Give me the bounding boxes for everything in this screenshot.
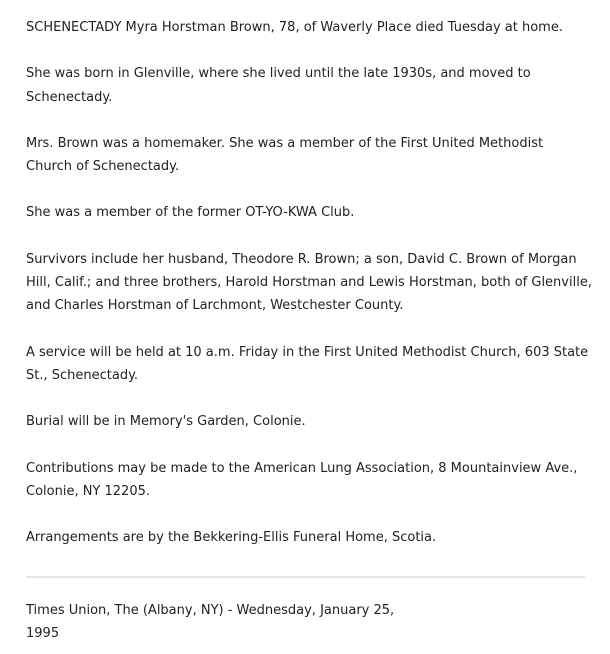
- article-paragraph: Burial will be in Memory's Garden, Colonie.: [26, 414, 306, 430]
- source-line-2: 1995: [26, 626, 60, 642]
- article-paragraph: She was born in Glenville, where she lived until the late 1930s, and moved to Schenectady.: [26, 66, 531, 105]
- article-paragraph: Contributions may be made to the American Lung Association, 8 Mountainview Ave., Colonie, NY 12205.: [26, 460, 578, 499]
- source-line-1: Times Union, The (Albany, NY) - Wednesday, January 25,: [26, 603, 395, 618]
- obituary-article: [26, 16, 592, 572]
- article-paragraph: Arrangements are by the Bekkering-Ellis Funeral Home, Scotia.: [26, 530, 437, 546]
- article-paragraph: Mrs. Brown was a homemaker. She was a member of the First United Methodist Church of Schenectady.: [26, 135, 544, 175]
- article-paragraph: Survivors include her husband, Theodore R. Brown; a son, David C. Brown of Morgan Hill, Calif.; and three brothers, Harold Horstman and Lewis Horstman, both of Glenville, and Charles Horstman of Larchmont, Westchester County.: [26, 251, 592, 314]
- article-paragraph: A service will be held at 10 a.m. Friday in the First United Methodist Church, 603 State St., Schenectady.: [26, 344, 589, 383]
- source-citation: [26, 599, 426, 646]
- divider: [26, 576, 585, 578]
- article-paragraph: SCHENECTADY Myra Horstman Brown, 78, of Waverly Place died Tuesday at home.: [26, 20, 563, 35]
- article-paragraph: She was a member of the former OT-YO-KWA Club.: [26, 205, 355, 221]
